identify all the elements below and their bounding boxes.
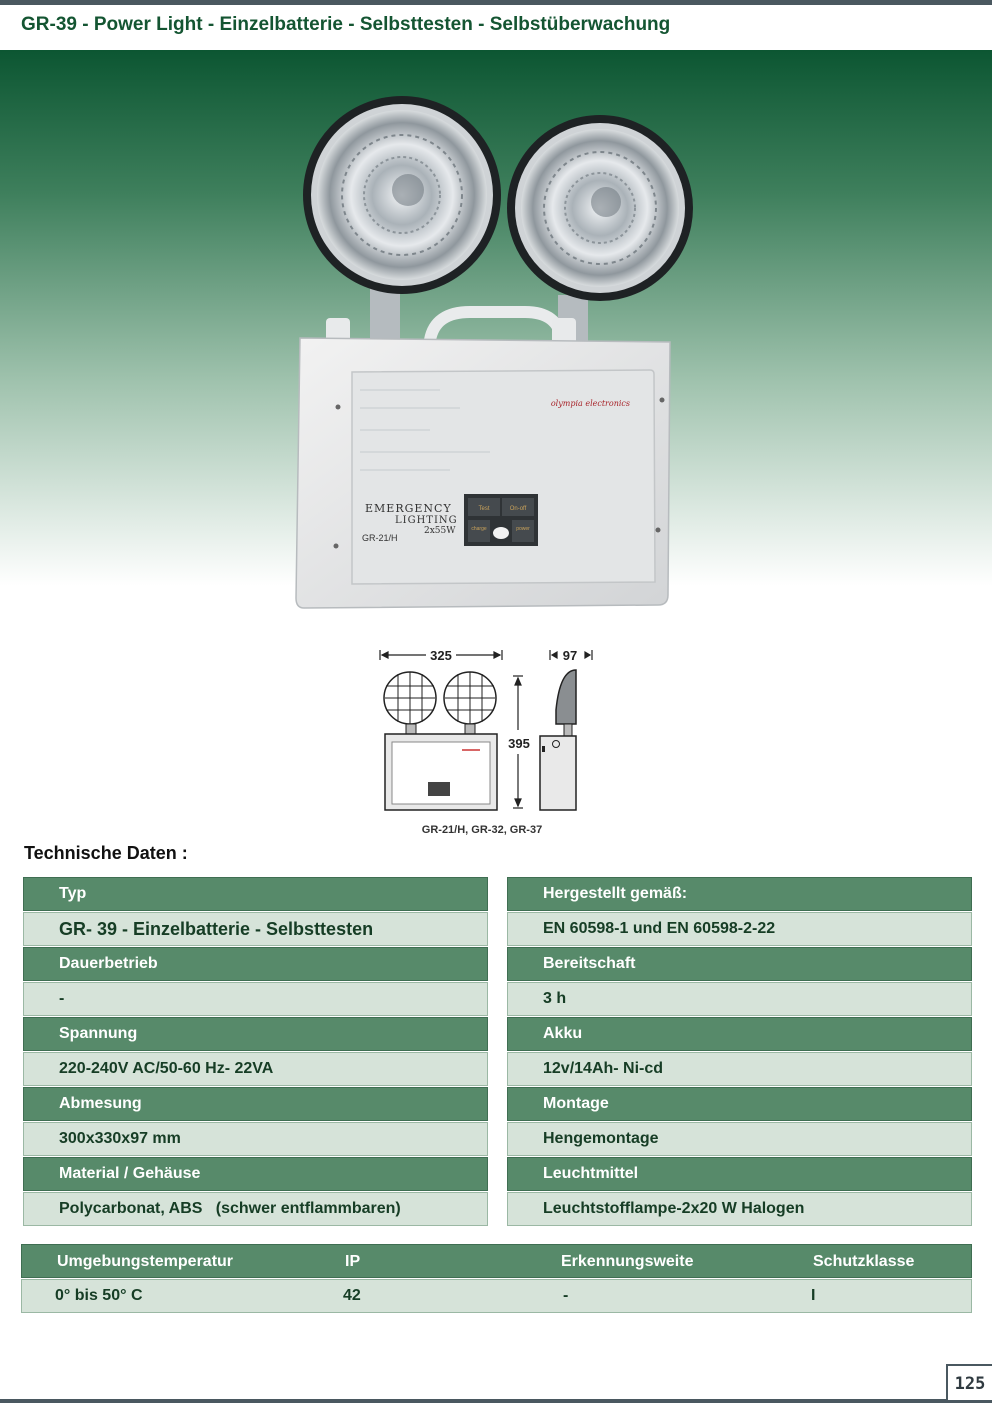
spec-value-voltage: 220-240V AC/50-60 Hz- 22VA <box>23 1052 488 1086</box>
charge-indicator-label: charge <box>471 526 487 532</box>
top-border <box>0 0 992 5</box>
spec-value-mounting: Hengemontage <box>507 1122 972 1156</box>
spec-value-continuous: - <box>23 982 488 1016</box>
lamp-post-left <box>370 285 400 345</box>
dimension-height: 395 <box>508 736 530 751</box>
control-panel <box>464 494 538 546</box>
environment-table-values <box>21 1279 972 1313</box>
panel-text-emergency: EMERGENCY <box>365 502 452 515</box>
spec-value-battery: 12v/14Ah- Ni-cd <box>507 1052 972 1086</box>
spec-label-standby: Bereitschaft <box>507 947 972 981</box>
dimension-caption: GR-21/H, GR-32, GR-37 <box>421 824 543 836</box>
carry-handle <box>430 312 562 340</box>
product-image <box>290 90 700 615</box>
dimension-depth: 97 <box>562 648 578 663</box>
spec-value-material: Polycarbonat, ABS (schwer entflammbaren) <box>23 1192 488 1226</box>
spec-value-type: GR- 39 - Einzelbatterie - Selbsttesten <box>23 912 488 946</box>
environment-table <box>21 1244 972 1313</box>
header-ip: IP <box>345 1253 361 1270</box>
panel-rating: 2x55W <box>424 526 456 536</box>
spec-label-standard: Hergestellt gemäß: <box>507 877 972 911</box>
spec-column-left <box>23 877 488 1227</box>
spec-label-voltage: Spannung <box>23 1017 488 1051</box>
panel-text-lighting: LIGHTING <box>395 515 458 526</box>
bottom-border <box>0 1399 992 1403</box>
spec-label-type: Typ <box>23 877 488 911</box>
spec-value-dimensions: 300x330x97 mm <box>23 1122 488 1156</box>
spec-label-mounting: Montage <box>507 1087 972 1121</box>
header-protection-class: Schutzklasse <box>813 1253 915 1270</box>
value-ambient-temperature: 0° bis 50° C <box>55 1287 143 1304</box>
spec-label-dimensions: Abmesung <box>23 1087 488 1121</box>
value-detection-range: - <box>563 1287 569 1304</box>
panel-model: GR-21/H <box>362 533 398 543</box>
value-protection-class: I <box>811 1287 816 1304</box>
header-ambient-temperature: Umgebungstemperatur <box>57 1253 234 1270</box>
spec-label-material: Material / Gehäuse <box>23 1157 488 1191</box>
spec-value-lamp: Leuchtstofflampe-2x20 W Halogen <box>507 1192 972 1226</box>
section-title-technical-data: Technische Daten : <box>24 843 188 863</box>
power-indicator-label: power <box>516 526 530 532</box>
lamp-head-left <box>303 96 501 294</box>
spec-label-continuous: Dauerbetrieb <box>23 947 488 981</box>
brand-label: olympia electronics <box>550 399 630 408</box>
lamp-head-right <box>507 115 693 301</box>
page-number: 125 <box>946 1364 992 1400</box>
spec-label-lamp: Leuchtmittel <box>507 1157 972 1191</box>
environment-table-header <box>21 1244 972 1278</box>
test-button-label: Test <box>478 506 490 512</box>
spec-value-standard: EN 60598-1 und EN 60598-2-22 <box>507 912 972 946</box>
dimension-width: 325 <box>430 648 452 663</box>
onoff-button-label: On-off <box>509 506 527 512</box>
header-detection-range: Erkennungsweite <box>561 1253 694 1270</box>
value-ip: 42 <box>343 1287 361 1304</box>
page-title: GR-39 - Power Light - Einzelbatterie - Selbsttesten - Selbstüberwachung <box>21 14 671 35</box>
dimension-drawing <box>370 640 610 840</box>
spec-value-standby: 3 h <box>507 982 972 1016</box>
spec-label-battery: Akku <box>507 1017 972 1051</box>
spec-column-right <box>507 877 972 1227</box>
